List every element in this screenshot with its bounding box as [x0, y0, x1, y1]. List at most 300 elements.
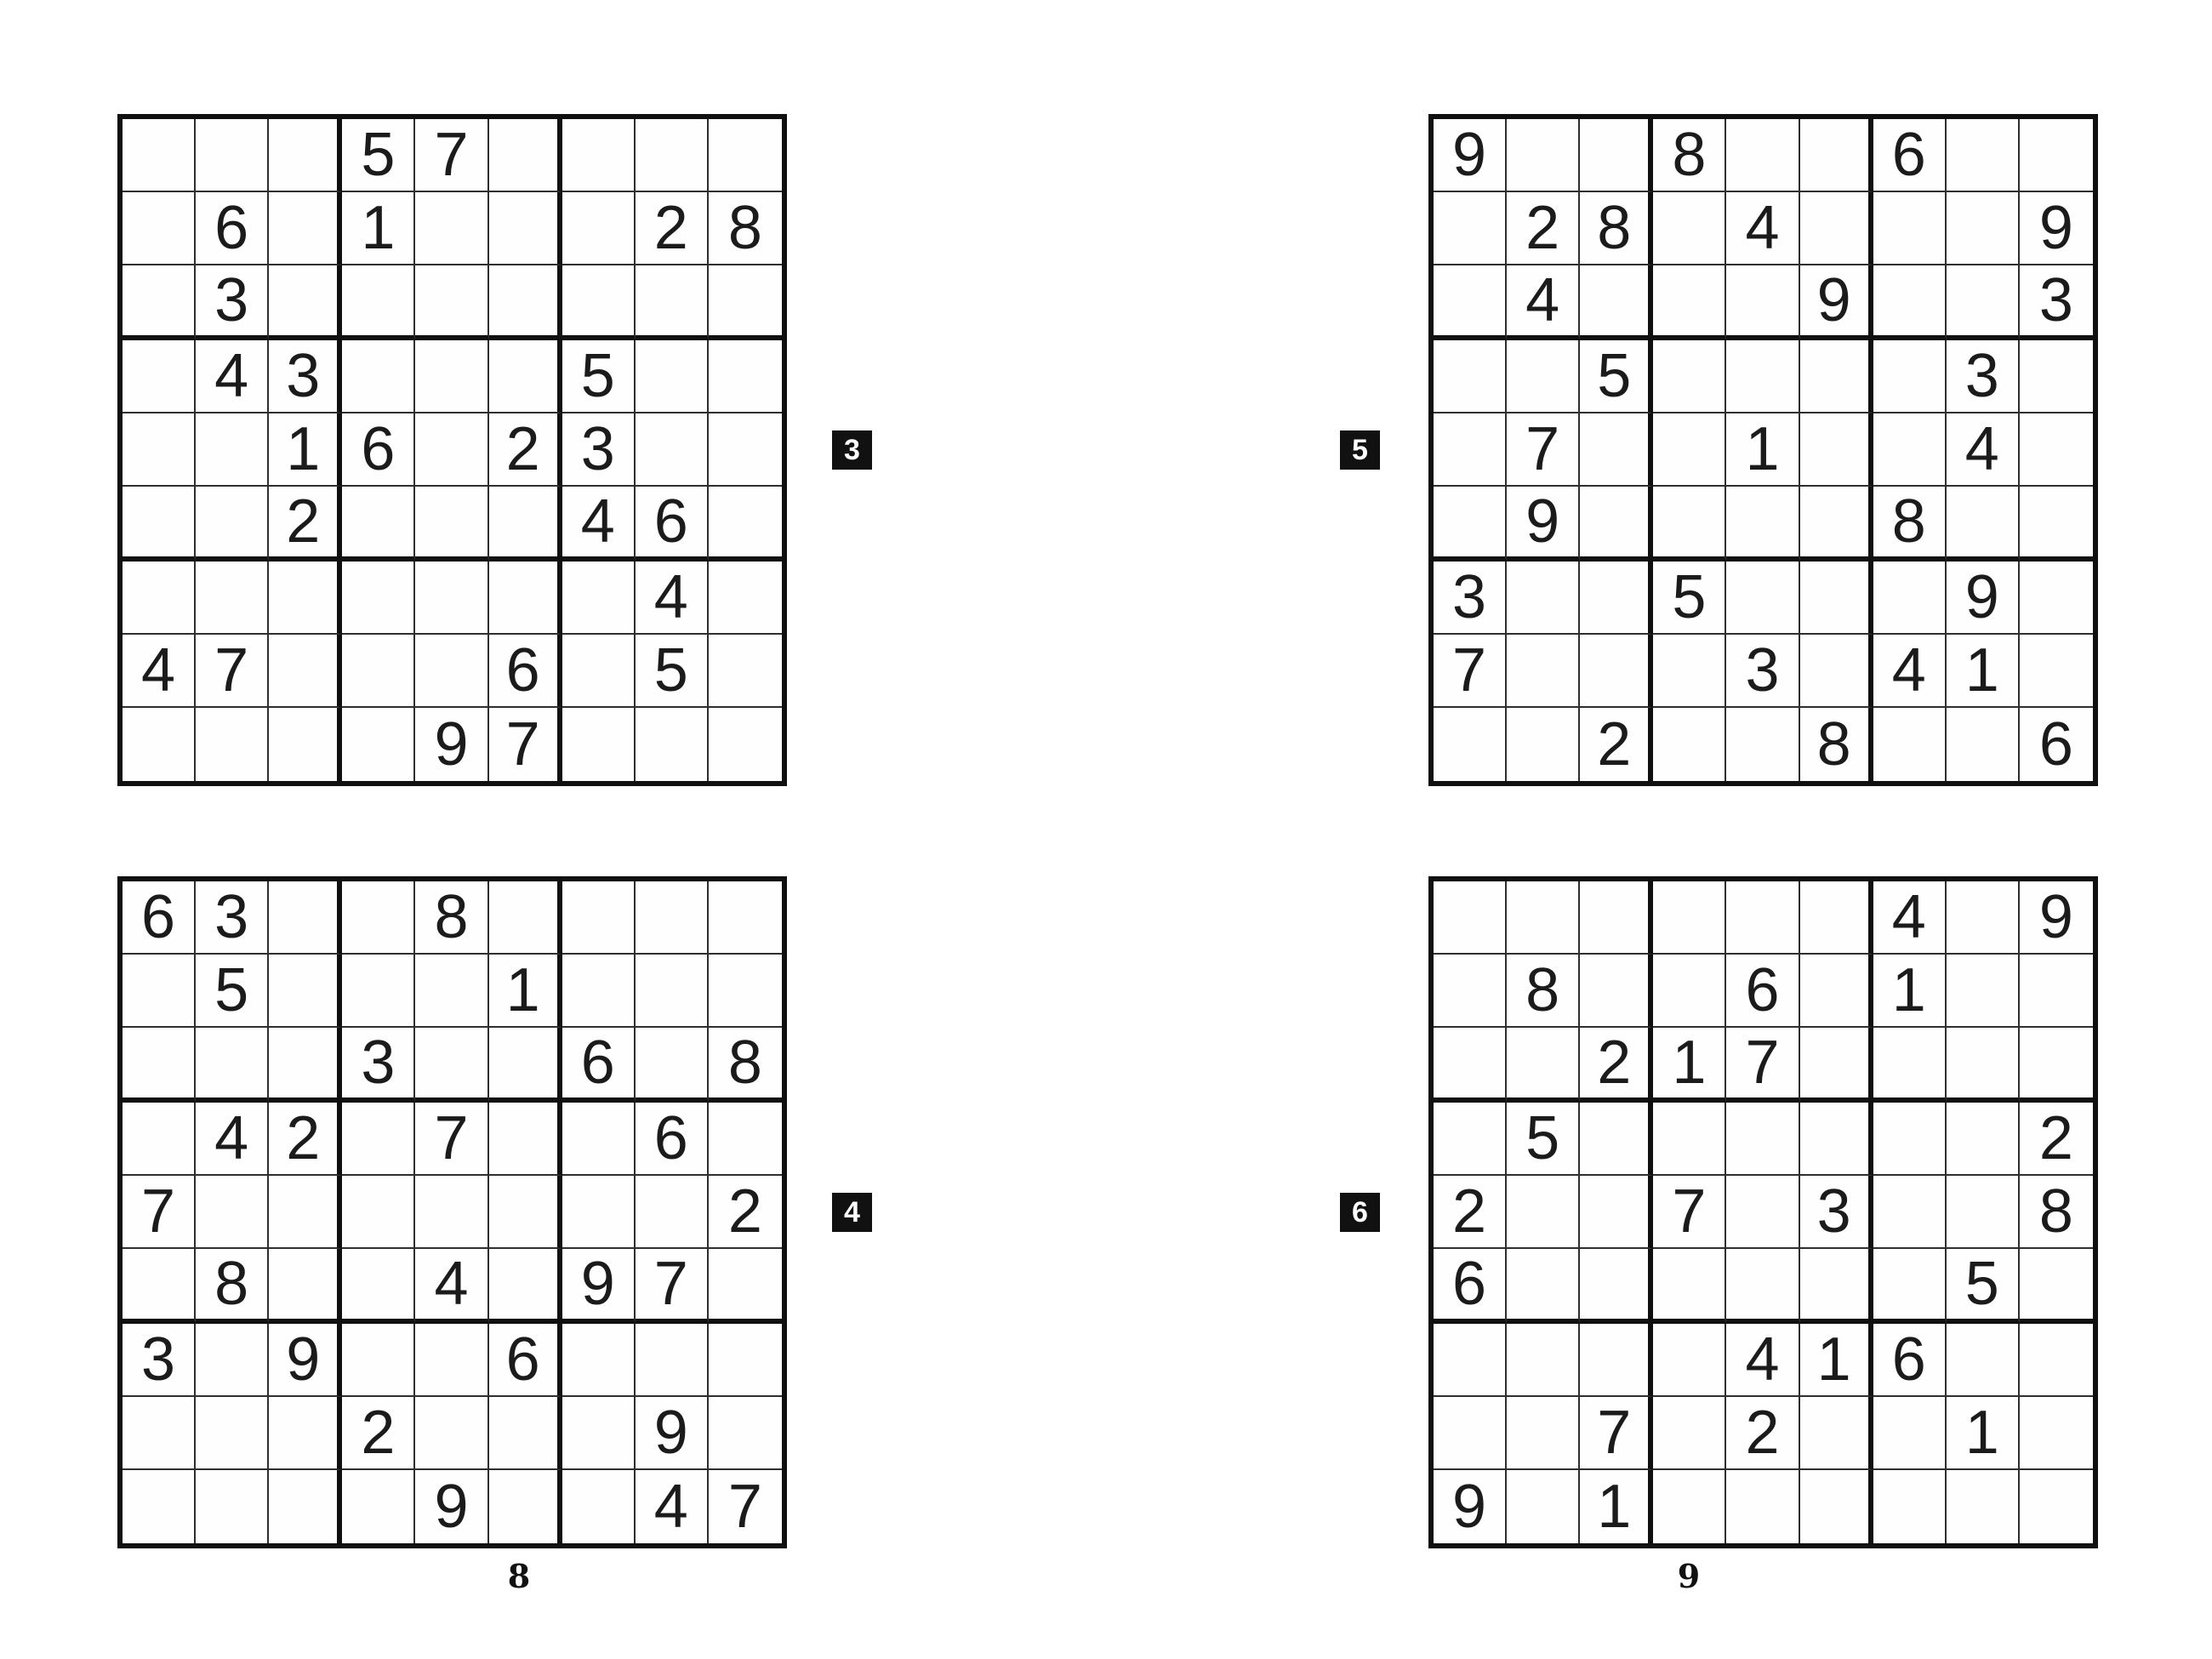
puzzle-3-cell-r3c2-given: 3 — [196, 265, 269, 340]
puzzle-6-cell-r7c5-given: 4 — [1726, 1324, 1799, 1397]
puzzle-4-cell-r2c2-given: 5 — [196, 955, 269, 1028]
puzzle-3-cell-r9c7-empty[interactable] — [562, 708, 636, 781]
puzzle-6-cell-r4c8-empty[interactable] — [1947, 1103, 2020, 1176]
puzzle-3-cell-r1c5-given: 7 — [415, 119, 488, 192]
puzzle-6-cell-r2c9-empty[interactable] — [2020, 955, 2093, 1028]
puzzle-6-cell-r9c6-empty[interactable] — [1800, 1470, 1873, 1543]
puzzle-3-cell-r4c4-empty[interactable] — [342, 340, 415, 413]
puzzle-6-cell-r5c2-empty[interactable] — [1507, 1176, 1580, 1249]
puzzle-3-cell-r2c2-given: 6 — [196, 192, 269, 265]
puzzle-6-cell-r9c4-empty[interactable] — [1653, 1470, 1726, 1543]
puzzle-4-cell-r9c1-empty[interactable] — [123, 1470, 196, 1543]
puzzle-5-cell-r8c4-empty[interactable] — [1653, 635, 1726, 708]
puzzle-6-cell-r4c6-empty[interactable] — [1800, 1103, 1873, 1176]
puzzle-6-cell-r3c3-given: 2 — [1580, 1028, 1653, 1103]
puzzle-3-cell-r7c3-empty[interactable] — [269, 562, 342, 635]
puzzle-4-cell-r6c3-empty[interactable] — [269, 1249, 342, 1324]
puzzle-4-cell-r4c7-empty[interactable] — [562, 1103, 636, 1176]
puzzle-5-cell-r8c3-empty[interactable] — [1580, 635, 1653, 708]
puzzle-4-cell-r4c1-empty[interactable] — [123, 1103, 196, 1176]
puzzle-6-cell-r1c8-empty[interactable] — [1947, 881, 2020, 955]
puzzle-3-cell-r6c2-empty[interactable] — [196, 487, 269, 562]
puzzle-5-cell-r2c1-empty[interactable] — [1434, 192, 1507, 265]
puzzle-5-cell-r9c2-empty[interactable] — [1507, 708, 1580, 781]
puzzle-4-cell-r8c2-empty[interactable] — [196, 1397, 269, 1470]
puzzle-6-cell-r7c6-given: 1 — [1800, 1324, 1873, 1397]
puzzle-6-cell-r6c1-given: 6 — [1434, 1249, 1507, 1324]
puzzle-3-cell-r9c8-empty[interactable] — [636, 708, 709, 781]
puzzle-6-cell-r8c7-empty[interactable] — [1873, 1397, 1947, 1470]
puzzle-3-cell-r4c1-empty[interactable] — [123, 340, 196, 413]
puzzle-6-cell-r1c6-empty[interactable] — [1800, 881, 1873, 955]
puzzle-4-cell-r5c8-empty[interactable] — [636, 1176, 709, 1249]
puzzle-5-cell-r3c8-empty[interactable] — [1947, 265, 2020, 340]
puzzle-5-cell-r7c5-empty[interactable] — [1726, 562, 1799, 635]
puzzle-6-cell-r7c8-empty[interactable] — [1947, 1324, 2020, 1397]
puzzle-3-cell-r8c3-empty[interactable] — [269, 635, 342, 708]
puzzle-5-cell-r2c5-given: 4 — [1726, 192, 1799, 265]
puzzle-3-cell-r8c2-given: 7 — [196, 635, 269, 708]
puzzle-5-cell-r9c3-given: 2 — [1580, 708, 1653, 781]
puzzle-4-cell-r5c5-empty[interactable] — [415, 1176, 488, 1249]
puzzle-3-cell-r4c6-empty[interactable] — [489, 340, 562, 413]
puzzle-3-cell-r9c6-given: 7 — [489, 708, 562, 781]
puzzle-3-cell-r5c2-empty[interactable] — [196, 413, 269, 487]
puzzle-5-cell-r5c2-given: 7 — [1507, 413, 1580, 487]
puzzle-5-cell-r1c2-empty[interactable] — [1507, 119, 1580, 192]
puzzle-5-cell-r7c2-empty[interactable] — [1507, 562, 1580, 635]
puzzle-6-cell-r4c7-empty[interactable] — [1873, 1103, 1947, 1176]
puzzle-6-cell-r1c4-empty[interactable] — [1653, 881, 1726, 955]
puzzle-6-cell-r3c7-empty[interactable] — [1873, 1028, 1947, 1103]
puzzle-6-cell-r8c8-given: 1 — [1947, 1397, 2020, 1470]
puzzle-3-cell-r3c9-empty[interactable] — [709, 265, 782, 340]
puzzle-6-cell-r6c2-empty[interactable] — [1507, 1249, 1580, 1324]
puzzle-6-cell-r3c2-empty[interactable] — [1507, 1028, 1580, 1103]
puzzle-4-cell-r8c7-empty[interactable] — [562, 1397, 636, 1470]
puzzle-6-cell-r3c5-given: 7 — [1726, 1028, 1799, 1103]
puzzle-4-cell-r6c7-given: 9 — [562, 1249, 636, 1324]
puzzle-6-cell-r3c8-empty[interactable] — [1947, 1028, 2020, 1103]
puzzle-5-cell-r9c7-empty[interactable] — [1873, 708, 1947, 781]
puzzle-5-cell-r3c3-empty[interactable] — [1580, 265, 1653, 340]
puzzle-4-cell-r7c9-empty[interactable] — [709, 1324, 782, 1397]
puzzle-3-cell-r6c6-empty[interactable] — [489, 487, 562, 562]
puzzle-3-cell-r7c6-empty[interactable] — [489, 562, 562, 635]
puzzle-3-cell-r8c7-empty[interactable] — [562, 635, 636, 708]
puzzle-5-cell-r4c4-empty[interactable] — [1653, 340, 1726, 413]
puzzle-4-cell-r9c3-empty[interactable] — [269, 1470, 342, 1543]
puzzle-6-cell-r9c2-empty[interactable] — [1507, 1470, 1580, 1543]
puzzle-5-cell-r7c9-empty[interactable] — [2020, 562, 2093, 635]
puzzle-4-cell-r3c9-given: 8 — [709, 1028, 782, 1103]
puzzle-5-cell-r4c8-given: 3 — [1947, 340, 2020, 413]
puzzle-3-cell-r8c9-empty[interactable] — [709, 635, 782, 708]
puzzle-4-cell-r5c9-given: 2 — [709, 1176, 782, 1249]
puzzle-4-cell-r7c3-given: 9 — [269, 1324, 342, 1397]
puzzle-5-cell-r6c3-empty[interactable] — [1580, 487, 1653, 562]
puzzle-4-cell-r6c1-empty[interactable] — [123, 1249, 196, 1324]
puzzle-4-cell-r7c1-given: 3 — [123, 1324, 196, 1397]
puzzle-3-cell-r3c6-empty[interactable] — [489, 265, 562, 340]
puzzle-5-cell-r1c8-empty[interactable] — [1947, 119, 2020, 192]
puzzle-3-cell-r4c3-given: 3 — [269, 340, 342, 413]
puzzle-3-cell-r2c4-given: 1 — [342, 192, 415, 265]
sudoku-grid-puzzle-4 — [117, 876, 787, 1548]
puzzle-3-cell-r1c9-empty[interactable] — [709, 119, 782, 192]
puzzle-4-cell-r9c2-empty[interactable] — [196, 1470, 269, 1543]
puzzle-4-cell-r9c7-empty[interactable] — [562, 1470, 636, 1543]
puzzle-6-cell-r8c1-empty[interactable] — [1434, 1397, 1507, 1470]
puzzle-3-cell-r6c7-given: 4 — [562, 487, 636, 562]
puzzle-4-cell-r1c7-empty[interactable] — [562, 881, 636, 955]
puzzle-5-cell-r7c3-empty[interactable] — [1580, 562, 1653, 635]
puzzle-4-cell-r3c1-empty[interactable] — [123, 1028, 196, 1103]
puzzle-5-cell-r5c6-empty[interactable] — [1800, 413, 1873, 487]
puzzle-6-cell-r3c4-given: 1 — [1653, 1028, 1726, 1103]
puzzle-6-cell-r6c7-empty[interactable] — [1873, 1249, 1947, 1324]
puzzle-6-cell-r4c3-empty[interactable] — [1580, 1103, 1653, 1176]
puzzle-4-cell-r3c8-empty[interactable] — [636, 1028, 709, 1103]
puzzle-6-cell-r3c6-empty[interactable] — [1800, 1028, 1873, 1103]
puzzle-5-cell-r3c2-given: 4 — [1507, 265, 1580, 340]
puzzle-3-cell-r8c1-given: 4 — [123, 635, 196, 708]
puzzle-3-cell-r3c1-empty[interactable] — [123, 265, 196, 340]
puzzle-6-cell-r2c2-given: 8 — [1507, 955, 1580, 1028]
puzzle-3-cell-r7c7-empty[interactable] — [562, 562, 636, 635]
puzzle-4-cell-r1c3-empty[interactable] — [269, 881, 342, 955]
puzzle-5-cell-r4c2-empty[interactable] — [1507, 340, 1580, 413]
puzzle-3-cell-r3c7-empty[interactable] — [562, 265, 636, 340]
puzzle-5-cell-r6c7-given: 8 — [1873, 487, 1947, 562]
puzzle-3-cell-r4c2-given: 4 — [196, 340, 269, 413]
puzzle-4-cell-r8c4-given: 2 — [342, 1397, 415, 1470]
puzzle-4-cell-r9c9-given: 7 — [727, 1473, 762, 1541]
puzzle-5-cell-r5c8-given: 4 — [1947, 413, 2020, 487]
puzzle-6-cell-r8c3-given: 7 — [1580, 1397, 1653, 1470]
puzzle-3-cell-r3c8-empty[interactable] — [636, 265, 709, 340]
puzzle-6-cell-r1c5-empty[interactable] — [1726, 881, 1799, 955]
puzzle-5-cell-r1c3-empty[interactable] — [1580, 119, 1653, 192]
puzzle-5-cell-r8c1-given: 7 — [1434, 635, 1507, 708]
puzzle-6-cell-r6c3-empty[interactable] — [1580, 1249, 1653, 1324]
puzzle-4-cell-r7c6-given: 6 — [489, 1324, 562, 1397]
puzzle-5-cell-r9c5-empty[interactable] — [1726, 708, 1799, 781]
puzzle-3-cell-r4c5-empty[interactable] — [415, 340, 488, 413]
puzzle-6-cell-r2c6-empty[interactable] — [1800, 955, 1873, 1028]
puzzle-3-cell-r1c3-empty[interactable] — [269, 119, 342, 192]
puzzle-4-cell-r5c3-empty[interactable] — [269, 1176, 342, 1249]
puzzle-5-cell-r6c4-empty[interactable] — [1653, 487, 1726, 562]
puzzle-3-cell-r9c1-empty[interactable] — [123, 708, 196, 781]
puzzle-3-cell-r6c1-empty[interactable] — [123, 487, 196, 562]
puzzle-6-cell-r6c9-empty[interactable] — [2020, 1249, 2093, 1324]
puzzle-4-cell-r8c8-given: 9 — [636, 1397, 709, 1470]
puzzle-4-cell-r7c2-empty[interactable] — [196, 1324, 269, 1397]
puzzle-4-cell-r1c8-empty[interactable] — [636, 881, 709, 955]
puzzle-3-cell-r7c1-empty[interactable] — [123, 562, 196, 635]
puzzle-4-cell-r8c3-empty[interactable] — [269, 1397, 342, 1470]
puzzle-4-cell-r5c2-empty[interactable] — [196, 1176, 269, 1249]
puzzle-3-cell-r5c9-empty[interactable] — [709, 413, 782, 487]
puzzle-4-cell-r4c9-empty[interactable] — [709, 1103, 782, 1176]
puzzle-6-cell-r6c5-empty[interactable] — [1726, 1249, 1799, 1324]
puzzle-5-cell-r1c7-given: 6 — [1873, 119, 1947, 192]
puzzle-3-cell-r5c3-given: 1 — [269, 413, 342, 487]
puzzle-6-cell-r8c2-empty[interactable] — [1507, 1397, 1580, 1470]
puzzle-5-cell-r1c6-empty[interactable] — [1800, 119, 1873, 192]
puzzle-4-cell-r3c2-empty[interactable] — [196, 1028, 269, 1103]
puzzle-6-cell-r4c1-empty[interactable] — [1434, 1103, 1507, 1176]
puzzle-4-cell-r4c6-empty[interactable] — [489, 1103, 562, 1176]
puzzle-6-cell-r7c3-empty[interactable] — [1580, 1324, 1653, 1397]
puzzle-4-cell-r1c2-given: 3 — [196, 881, 269, 955]
puzzle-3-cell-r9c3-empty[interactable] — [269, 708, 342, 781]
puzzle-6-cell-r1c1-empty[interactable] — [1434, 881, 1507, 955]
puzzle-6-cell-r9c8-empty[interactable] — [1947, 1470, 2020, 1543]
puzzle-5-cell-r6c5-empty[interactable] — [1726, 487, 1799, 562]
puzzle-4-cell-r2c9-empty[interactable] — [709, 955, 782, 1028]
puzzle-3-cell-r3c4-empty[interactable] — [342, 265, 415, 340]
puzzle-4-cell-r3c3-empty[interactable] — [269, 1028, 342, 1103]
puzzle-3-cell-r9c4-empty[interactable] — [342, 708, 415, 781]
puzzle-5-cell-r1c4-given: 8 — [1653, 119, 1726, 192]
puzzle-3-cell-r7c8-given: 4 — [636, 562, 709, 635]
puzzle-4-cell-r6c4-empty[interactable] — [342, 1249, 415, 1324]
puzzle-3-cell-r8c8-given: 5 — [636, 635, 709, 708]
puzzle-5-cell-r4c3-given: 5 — [1580, 340, 1653, 413]
puzzle-6-cell-r2c5-given: 6 — [1726, 955, 1799, 1028]
puzzle-4-cell-r2c4-empty[interactable] — [342, 955, 415, 1028]
puzzle-3-cell-r1c7-empty[interactable] — [562, 119, 636, 192]
puzzle-3-cell-r6c5-empty[interactable] — [415, 487, 488, 562]
puzzle-6-cell-r3c9-empty[interactable] — [2020, 1028, 2093, 1103]
puzzle-6-cell-r9c3-given: 1 — [1580, 1470, 1653, 1543]
puzzle-6-cell-r2c3-empty[interactable] — [1580, 955, 1653, 1028]
puzzle-4-cell-r3c7-given: 6 — [562, 1028, 636, 1103]
puzzle-3-cell-r5c5-empty[interactable] — [415, 413, 488, 487]
puzzle-3-cell-r5c4-given: 6 — [342, 413, 415, 487]
puzzle-3-cell-r2c1-empty[interactable] — [123, 192, 196, 265]
puzzle-3-cell-r2c6-empty[interactable] — [489, 192, 562, 265]
puzzle-6-cell-r5c5-empty[interactable] — [1726, 1176, 1799, 1249]
puzzle-5-cell-r2c3-given: 8 — [1580, 192, 1653, 265]
sudoku-grid-puzzle-5 — [1428, 114, 2098, 786]
puzzle-4-cell-r5c4-empty[interactable] — [342, 1176, 415, 1249]
puzzle-5-cell-r8c2-empty[interactable] — [1507, 635, 1580, 708]
puzzle-5-cell-r4c5-empty[interactable] — [1726, 340, 1799, 413]
puzzle-4-cell-r5c6-empty[interactable] — [489, 1176, 562, 1249]
puzzle-6-cell-r5c3-empty[interactable] — [1580, 1176, 1653, 1249]
puzzle-4-cell-r6c8-given: 7 — [636, 1249, 709, 1324]
puzzle-3-cell-r2c5-empty[interactable] — [415, 192, 488, 265]
puzzle-4-cell-r6c5-given: 4 — [415, 1249, 488, 1324]
puzzle-5-cell-r5c1-empty[interactable] — [1434, 413, 1507, 487]
puzzle-5-cell-r8c6-empty[interactable] — [1800, 635, 1873, 708]
puzzle-5-cell-r2c8-empty[interactable] — [1947, 192, 2020, 265]
puzzle-3-cell-r2c7-empty[interactable] — [562, 192, 636, 265]
puzzle-5-cell-r7c8-given: 9 — [1947, 562, 2020, 635]
puzzle-6-cell-r8c6-empty[interactable] — [1800, 1397, 1873, 1470]
puzzle-5-cell-r4c9-empty[interactable] — [2020, 340, 2093, 413]
puzzle-6-cell-r9c7-empty[interactable] — [1873, 1470, 1947, 1543]
puzzle-4-cell-r2c3-empty[interactable] — [269, 955, 342, 1028]
puzzle-6-cell-r6c6-empty[interactable] — [1800, 1249, 1873, 1324]
puzzle-4-cell-r7c5-empty[interactable] — [415, 1324, 488, 1397]
puzzle-6-cell-r3c1-empty[interactable] — [1434, 1028, 1507, 1103]
puzzle-3-cell-r3c3-empty[interactable] — [269, 265, 342, 340]
puzzle-4-cell-r8c5-empty[interactable] — [415, 1397, 488, 1470]
puzzle-3-cell-r8c4-empty[interactable] — [342, 635, 415, 708]
puzzle-5-cell-r4c1-empty[interactable] — [1434, 340, 1507, 413]
puzzle-3-cell-r5c7-given: 3 — [562, 413, 636, 487]
puzzle-number-badge-4: 4 — [832, 1193, 872, 1232]
puzzle-6-cell-r4c2-given: 5 — [1507, 1103, 1580, 1176]
puzzle-4-cell-r2c1-empty[interactable] — [123, 955, 196, 1028]
puzzle-6-cell-r7c4-empty[interactable] — [1653, 1324, 1726, 1397]
puzzle-5-cell-r8c8-given: 1 — [1947, 635, 2020, 708]
puzzle-6-cell-r9c9-empty[interactable] — [2020, 1470, 2093, 1543]
puzzle-6-cell-r2c8-empty[interactable] — [1947, 955, 2020, 1028]
puzzle-5-cell-r2c4-empty[interactable] — [1653, 192, 1726, 265]
puzzle-5-cell-r9c9-given: 6 — [2038, 710, 2073, 778]
puzzle-6-cell-r5c6-given: 3 — [1800, 1176, 1873, 1249]
puzzle-3-cell-r4c7-given: 5 — [562, 340, 636, 413]
puzzle-6-cell-r4c5-empty[interactable] — [1726, 1103, 1799, 1176]
puzzle-3-cell-r5c6-given: 2 — [489, 413, 562, 487]
puzzle-6-cell-r7c9-empty[interactable] — [2020, 1324, 2093, 1397]
puzzle-6-cell-r2c4-empty[interactable] — [1653, 955, 1726, 1028]
puzzle-5-cell-r8c9-empty[interactable] — [2020, 635, 2093, 708]
puzzle-5-cell-r5c9-empty[interactable] — [2020, 413, 2093, 487]
puzzle-6-cell-r1c3-empty[interactable] — [1580, 881, 1653, 955]
puzzle-4-cell-r7c8-empty[interactable] — [636, 1324, 709, 1397]
puzzle-4-cell-r2c7-empty[interactable] — [562, 955, 636, 1028]
puzzle-5-cell-r3c7-empty[interactable] — [1873, 265, 1947, 340]
puzzle-5-cell-r4c7-empty[interactable] — [1873, 340, 1947, 413]
puzzle-6-cell-r1c2-empty[interactable] — [1507, 881, 1580, 955]
puzzle-4-cell-r9c4-empty[interactable] — [342, 1470, 415, 1543]
puzzle-5-cell-r1c5-empty[interactable] — [1726, 119, 1799, 192]
puzzle-3-cell-r6c4-empty[interactable] — [342, 487, 415, 562]
puzzle-3-cell-r1c2-empty[interactable] — [196, 119, 269, 192]
puzzle-5-cell-r7c7-empty[interactable] — [1873, 562, 1947, 635]
puzzle-5-cell-r7c6-empty[interactable] — [1800, 562, 1873, 635]
puzzle-3-cell-r1c1-empty[interactable] — [123, 119, 196, 192]
puzzle-5-cell-r5c3-empty[interactable] — [1580, 413, 1653, 487]
puzzle-4-cell-r4c4-empty[interactable] — [342, 1103, 415, 1176]
sudoku-grid-puzzle-3 — [117, 114, 787, 786]
puzzle-5-cell-r5c4-empty[interactable] — [1653, 413, 1726, 487]
puzzle-5-cell-r9c8-empty[interactable] — [1947, 708, 2020, 781]
puzzle-6-cell-r5c7-empty[interactable] — [1873, 1176, 1947, 1249]
puzzle-6-cell-r4c4-empty[interactable] — [1653, 1103, 1726, 1176]
puzzle-5-cell-r4c6-empty[interactable] — [1800, 340, 1873, 413]
puzzle-6-cell-r2c7-given: 1 — [1873, 955, 1947, 1028]
puzzle-4-cell-r6c9-empty[interactable] — [709, 1249, 782, 1324]
puzzle-5-cell-r6c9-empty[interactable] — [2020, 487, 2093, 562]
puzzle-3-cell-r1c8-empty[interactable] — [636, 119, 709, 192]
puzzle-4-cell-r8c1-empty[interactable] — [123, 1397, 196, 1470]
puzzle-5-cell-r9c4-empty[interactable] — [1653, 708, 1726, 781]
puzzle-3-cell-r8c5-empty[interactable] — [415, 635, 488, 708]
puzzle-4-cell-r3c5-empty[interactable] — [415, 1028, 488, 1103]
puzzle-4-cell-r1c4-empty[interactable] — [342, 881, 415, 955]
puzzle-4-cell-r7c7-empty[interactable] — [562, 1324, 636, 1397]
puzzle-4-cell-r2c5-empty[interactable] — [415, 955, 488, 1028]
puzzle-4-cell-r2c8-empty[interactable] — [636, 955, 709, 1028]
puzzle-3-cell-r7c4-empty[interactable] — [342, 562, 415, 635]
puzzle-6-cell-r8c9-empty[interactable] — [2020, 1397, 2093, 1470]
puzzle-3-cell-r1c6-empty[interactable] — [489, 119, 562, 192]
puzzle-6-cell-r9c5-empty[interactable] — [1726, 1470, 1799, 1543]
puzzle-5-cell-r5c5-given: 1 — [1726, 413, 1799, 487]
puzzle-5-cell-r7c4-given: 5 — [1653, 562, 1726, 635]
puzzle-5-cell-r3c5-empty[interactable] — [1726, 265, 1799, 340]
puzzle-3-cell-r9c9-empty[interactable] — [709, 708, 782, 781]
puzzle-3-cell-r9c2-empty[interactable] — [196, 708, 269, 781]
puzzle-4-cell-r9c8-given: 4 — [636, 1470, 709, 1543]
puzzle-4-cell-r4c3-given: 2 — [269, 1103, 342, 1176]
puzzle-4-cell-r3c6-empty[interactable] — [489, 1028, 562, 1103]
puzzle-5-cell-r6c8-empty[interactable] — [1947, 487, 2020, 562]
puzzle-3-cell-r3c5-empty[interactable] — [415, 265, 488, 340]
puzzle-3-cell-r4c8-empty[interactable] — [636, 340, 709, 413]
puzzle-4-cell-r1c9-empty[interactable] — [709, 881, 782, 955]
puzzle-4-cell-r5c7-empty[interactable] — [562, 1176, 636, 1249]
puzzle-5-cell-r9c1-empty[interactable] — [1434, 708, 1507, 781]
puzzle-5-cell-r3c4-empty[interactable] — [1653, 265, 1726, 340]
puzzle-5-cell-r6c6-empty[interactable] — [1800, 487, 1873, 562]
puzzle-5-cell-r2c6-empty[interactable] — [1800, 192, 1873, 265]
puzzle-4-cell-r7c4-empty[interactable] — [342, 1324, 415, 1397]
puzzle-4-cell-r1c6-empty[interactable] — [489, 881, 562, 955]
puzzle-3-cell-r7c5-empty[interactable] — [415, 562, 488, 635]
puzzle-3-cell-r6c3-given: 2 — [269, 487, 342, 562]
puzzle-6-cell-r2c1-empty[interactable] — [1434, 955, 1507, 1028]
puzzle-number-badge-5: 5 — [1340, 430, 1380, 470]
puzzle-4-cell-r6c6-empty[interactable] — [489, 1249, 562, 1324]
puzzle-3-cell-r5c1-empty[interactable] — [123, 413, 196, 487]
puzzle-5-cell-r1c9-empty[interactable] — [2020, 119, 2093, 192]
puzzle-6-cell-r1c9-given: 9 — [2020, 881, 2093, 955]
puzzle-4-cell-r8c9-empty[interactable] — [709, 1397, 782, 1470]
puzzle-3-cell-r5c8-empty[interactable] — [636, 413, 709, 487]
puzzle-3-cell-r6c9-empty[interactable] — [709, 487, 782, 562]
puzzle-3-cell-r7c9-empty[interactable] — [709, 562, 782, 635]
puzzle-5-cell-r2c2-given: 2 — [1507, 192, 1580, 265]
puzzle-4-cell-r6c2-given: 8 — [196, 1249, 269, 1324]
puzzle-5-cell-r6c1-empty[interactable] — [1434, 487, 1507, 562]
puzzle-5-cell-r5c7-empty[interactable] — [1873, 413, 1947, 487]
puzzle-5-cell-r3c1-empty[interactable] — [1434, 265, 1507, 340]
puzzle-3-cell-r2c9-given: 8 — [709, 192, 782, 265]
puzzle-3-cell-r2c3-empty[interactable] — [269, 192, 342, 265]
puzzle-6-cell-r8c4-empty[interactable] — [1653, 1397, 1726, 1470]
puzzle-6-cell-r5c8-empty[interactable] — [1947, 1176, 2020, 1249]
puzzle-3-cell-r7c2-empty[interactable] — [196, 562, 269, 635]
puzzle-5-cell-r2c7-empty[interactable] — [1873, 192, 1947, 265]
puzzle-6-cell-r7c1-empty[interactable] — [1434, 1324, 1507, 1397]
puzzle-3-cell-r4c9-empty[interactable] — [709, 340, 782, 413]
puzzle-6-cell-r7c2-empty[interactable] — [1507, 1324, 1580, 1397]
puzzle-4-cell-r9c6-empty[interactable] — [489, 1470, 562, 1543]
puzzle-6-cell-r7c7-given: 6 — [1873, 1324, 1947, 1397]
puzzle-6-cell-r6c4-empty[interactable] — [1653, 1249, 1726, 1324]
puzzle-3-cell-r1c4-given: 5 — [342, 119, 415, 192]
puzzle-4-cell-r8c6-empty[interactable] — [489, 1397, 562, 1470]
puzzle-6-cell-r5c4-given: 7 — [1653, 1176, 1726, 1249]
